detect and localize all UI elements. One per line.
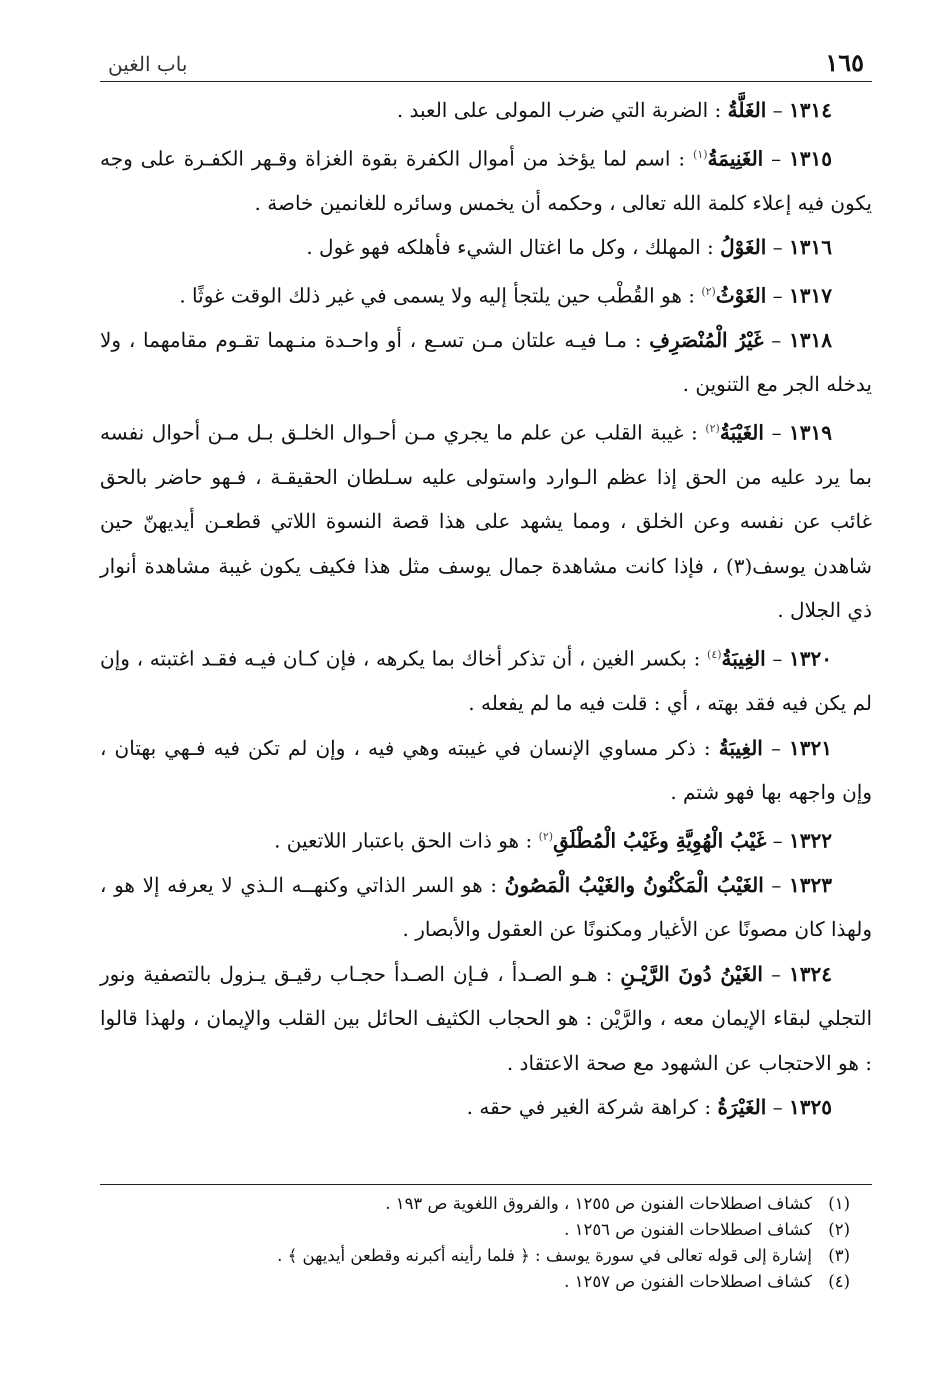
entry-definition: : بكسر الغين ، أن تذكر أخاك بما يكرهه ، فإن كـان فيـه فقـد اغتبته ، وإن لم يكن فيه فقد بهته ، أي : قلت فيه ما لم يفعله . bbox=[100, 646, 872, 716]
entry-term: الغَيْبُ الْمَكْنُونُ والغَيْبُ الْمَصُونُ bbox=[504, 872, 764, 897]
entry-1314: ١٣١٤ – الغَلَّةُ : الضربة التي ضرب المولى على العبد . bbox=[396, 98, 832, 122]
entry-definition: : مـا فيـه علتان مـن تسـع ، أو واحـدة منـهما تقـوم مقامهما ، ولا يدخله الجر مع التنوين . bbox=[100, 327, 872, 397]
entry-definition: : الضربة التي ضرب المولى على العبد . bbox=[396, 98, 722, 122]
entry-term: الغَوْثُ bbox=[715, 283, 767, 308]
footnote-ref: (٢) bbox=[538, 829, 554, 843]
entry-definition: : اسم لما يؤخذ من أموال الكفرة بقوة الغزاة وقـهر الكفـرة على وجه يكون فيه إعلاء كلمة الله تعالى ، وحكمه أن يخمس وسائره للغانمين خاصة . bbox=[100, 146, 872, 215]
entry-number: ١٣٢٢ bbox=[789, 828, 832, 853]
entry-definition: : هو السر الذاتي وكنهــه الـذي لا يعرفه إلا هو ، ولهذا كان مصونًا عن الأغيار ومكنونًا عن العقول والأبصار . bbox=[100, 872, 872, 942]
footnote bbox=[100, 1269, 872, 1295]
entry-definition: : هو القُطْب حين يلتجأ إليه ولا يسمى في غير ذلك الوقت غوثًا . bbox=[179, 283, 695, 308]
entry-definition: : هو ذات الحق باعتبار اللاتعين . bbox=[274, 828, 533, 853]
page-number: ١٦٥ bbox=[825, 48, 864, 77]
footnote-mark: (٤) bbox=[828, 1272, 850, 1291]
entry-number: ١٣١٤ bbox=[789, 98, 832, 122]
entry-term: الغَلَّةُ bbox=[727, 98, 767, 122]
entry-definition: : ذكر مساوي الإنسان في غيبته وهي فيه ، وإن لم تكن فيه فـهي بهتان ، وإن واجهه بها فهو شتم . bbox=[100, 735, 872, 805]
entry-term: الغَيْنُ دُونَ الرَّيْـنِ bbox=[620, 961, 763, 986]
page bbox=[100, 40, 872, 1130]
entry-number: ١٣٢١ bbox=[789, 735, 833, 760]
footnotes bbox=[100, 1184, 872, 1295]
entry-term: الغِيبَةُ bbox=[718, 735, 763, 760]
entry-1320: ١٣٢٠ – الغِيبَةُ$^{(٤)}$ : بكسر الغين ، أن تذكر أخاك بما يكرهه ، فإن كـان فيـه فقـد اغتبته ، وإن لم يكن فيه فقد بهته ، أي : قلت فيه ما لم يفعله . bbox=[100, 646, 872, 716]
entry-term: غَيْرُ الْمُنْصَرِفِ bbox=[649, 327, 764, 352]
footnote bbox=[100, 1243, 872, 1269]
footnote-text: كشاف اصطلاحات الفنون ص ١٢٥٦ . bbox=[564, 1220, 812, 1239]
entry-1325: ١٣٢٥ – الغَيْرَةُ : كراهة شركة الغير في حقه . bbox=[466, 1095, 832, 1120]
footnote-ref: (٢) bbox=[705, 421, 720, 435]
entry-number: ١٣٢٣ bbox=[789, 872, 832, 897]
entry-number: ١٣١٨ bbox=[789, 327, 832, 352]
entry-1324: ١٣٢٤ – الغَيْنُ دُونَ الرَّيْـنِ : هـو الصـدأ ، فـإن الصـدأ حجـاب رقيـق يـزول بالتصفية ونور التجلي لبقاء الإيمان معه ، والرَّيْن : هو الحجاب الكثيف الحائل بين القلب والإيمان ، ولهذا قالوا : هو الاحتجاب عن الشهود مع صحة الاعتقاد . bbox=[100, 961, 872, 1075]
footnote-ref: (٤) bbox=[707, 647, 722, 661]
entry-term: الغَوْلُ bbox=[720, 235, 767, 260]
entry-1323: ١٣٢٣ – الغَيْبُ الْمَكْنُونُ والغَيْبُ الْمَصُونُ : هو السر الذاتي وكنهــه الـذي لا يعرفه إلا هو ، ولهذا كان مصونًا عن الأغيار ومكنونًا عن العقول والأبصار . bbox=[100, 872, 872, 942]
entry-definition: : هـو الصـدأ ، فـإن الصـدأ حجـاب رقيـق يـزول بالتصفية ونور التجلي لبقاء الإيمان معه ، والرَّيْن : هو الحجاب الكثيف الحائل بين القلب والإيمان ، ولهذا قالوا : هو الاحتجاب عن الشهود مع صحة الاعتقاد . bbox=[100, 961, 872, 1075]
entry-1317: ١٣١٧ – الغَوْثُ$^{(٢)}$ : هو القُطْب حين يلتجأ إليه ولا يسمى في غير ذلك الوقت غوثًا . bbox=[179, 283, 832, 308]
footnote-mark: (٢) bbox=[828, 1220, 850, 1239]
entry-number: ١٣٢٥ bbox=[789, 1095, 832, 1120]
entry-definition: : غيبة القلب عن علم ما يجري مـن أحـوال الخلـق بـل مـن أحوال نفسه بما يرد عليه من الحق إذا عظم الـوارد واستولى عليه سـلطان الحقيقـة ، فـهو حاضر بالحق غائب عن نفسه وعن الخلق ، ومما يشهد على هذا قصة النسوة اللاتي قطعـن أيديهنّ حين شاهدن يوسف(٣) ، فإذا كانت مشاهدة جمال يوسف مثل هذا فكيف يكون غيبة مشاهدة أنوار ذي الجلال . bbox=[100, 420, 872, 623]
entry-1315: ١٣١٥ – الغَنِيمَةُ$^{(١)}$ : اسم لما يؤخذ من أموال الكفرة بقوة الغزاة وقـهر الكفـرة على وجه يكون فيه إعلاء كلمة الله تعالى ، وحكمه أن يخمس وسائره للغانمين خاصة . bbox=[100, 146, 872, 215]
footnote bbox=[100, 1191, 872, 1217]
footnote-ref: (٢) bbox=[701, 284, 716, 298]
footnote-mark: (٣) bbox=[828, 1246, 850, 1265]
entry-1316: ١٣١٦ – الغَوْلُ : المهلك ، وكل ما اغتال الشيء فأهلكه فهو غول . bbox=[306, 235, 832, 260]
entry-number: ١٣٢٤ bbox=[789, 961, 833, 986]
entry-number: ١٣١٥ bbox=[789, 146, 833, 171]
chapter-title: باب الغين bbox=[108, 52, 188, 76]
footnote-text: كشاف اصطلاحات الفنون ص ١٢٥٧ . bbox=[564, 1272, 812, 1291]
footnote bbox=[100, 1217, 872, 1243]
entry-number: ١٣١٧ bbox=[789, 283, 832, 308]
entry-1319: ١٣١٩ – الغَيْبَةُ$^{(٢)}$ : غيبة القلب عن علم ما يجري مـن أحـوال الخلـق بـل مـن أحوال نفسه بما يرد عليه من الحق إذا عظم الـوارد واستولى عليه سـلطان الحقيقـة ، فـهو حاضر بالحق غائب عن نفسه وعن الخلق ، ومما يشهد على هذا قصة النسوة اللاتي قطعـن أيديهنّ حين شاهدن يوسف(٣) ، فإذا كانت مشاهدة جمال يوسف مثل هذا فكيف يكون غيبة مشاهدة أنوار ذي الجلال . bbox=[100, 420, 872, 623]
entry-term: الغَيْرَةُ bbox=[717, 1095, 767, 1120]
entry-definition: : كراهة شركة الغير في حقه . bbox=[466, 1095, 712, 1120]
entry-1322: ١٣٢٢ – غَيْبُ الْهُوِيَّةِ وغَيْبُ الْمُطْلَقِ$^{(٢)}$ : هو ذات الحق باعتبار اللاتعين . bbox=[274, 828, 832, 853]
entry-1321: ١٣٢١ – الغِيبَةُ : ذكر مساوي الإنسان في غيبته وهي فيه ، وإن لم تكن فيه فـهي بهتان ، وإن واجهه بها فهو شتم . bbox=[100, 735, 872, 805]
entry-definition: : المهلك ، وكل ما اغتال الشيء فأهلكه فهو غول . bbox=[306, 235, 714, 260]
entry-1318: ١٣١٨ – غَيْرُ الْمُنْصَرِفِ : مـا فيـه علتان مـن تسـع ، أو واحـدة منـهما تقـوم مقامهما ، ولا يدخله الجر مع التنوين . bbox=[100, 327, 872, 397]
entries-body bbox=[100, 88, 872, 1130]
running-header bbox=[100, 40, 872, 82]
footnote-text: كشاف اصطلاحات الفنون ص ١٢٥٥ ، والفروق اللغوية ص ١٩٣ . bbox=[385, 1194, 812, 1213]
entry-number: ١٣١٩ bbox=[789, 420, 832, 445]
footnote-ref: (١) bbox=[693, 147, 708, 161]
entry-term: الغَيْبَةُ bbox=[719, 420, 764, 445]
entry-term: الغَنِيمَةُ bbox=[707, 146, 764, 171]
footnote-text: إشارة إلى قوله تعالى في سورة يوسف : ﴿ فلما رأينه أكبرنه وقطعن أيديهن ﴾ . bbox=[277, 1246, 812, 1265]
footnote-mark: (١) bbox=[828, 1194, 850, 1213]
entry-number: ١٣١٦ bbox=[789, 235, 832, 260]
entry-term: غَيْبُ الْهُوِيَّةِ وغَيْبُ الْمُطْلَقِ bbox=[553, 828, 767, 853]
entry-term: الغِيبَةُ bbox=[721, 646, 766, 671]
entry-number: ١٣٢٠ bbox=[789, 646, 832, 671]
